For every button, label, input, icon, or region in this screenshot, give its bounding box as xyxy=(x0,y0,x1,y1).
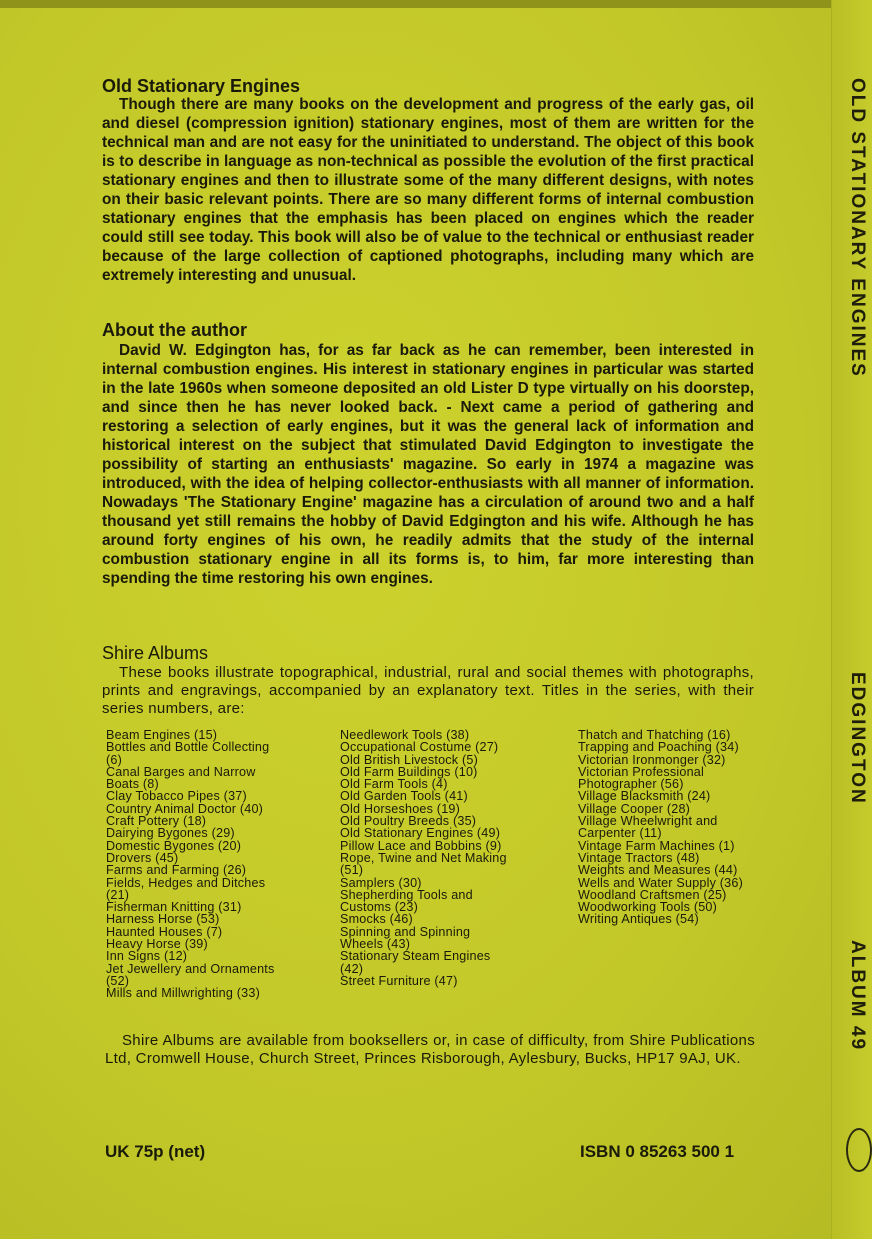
title-list-item: Old Farm Buildings (10) xyxy=(340,764,478,779)
title-list-item: Trapping and Poaching (34) xyxy=(578,740,739,755)
availability-note: Shire Albums are available from booksellers or, in case of difficulty, from Shire Publications Ltd, Cromwell House, Church Street, Princes Risborough, Aylesbury, Bucks, HP17 9AJ, UK. xyxy=(105,1032,755,1067)
spine-title: OLD STATIONARY ENGINES xyxy=(847,78,868,378)
isbn: ISBN 0 85263 500 1 xyxy=(580,1142,735,1161)
title-list-item: Pillow Lace and Bobbins (9) xyxy=(340,838,502,853)
title-list-item: Smocks (46) xyxy=(340,912,413,927)
title-list-item: Old Poultry Breeds (35) xyxy=(340,814,477,829)
section-heading-engines: Old Stationary Engines xyxy=(102,76,301,96)
title-list-item: Dairying Bygones (29) xyxy=(106,826,235,841)
author-biography: David W. Edgington has, for as far back as he can remember, been interested in internal combustion engines. His interest in stationary engines in particular was started in the late 1960s when someone deposited an old Lister D type virtually on his doorstep, and since then he has never looked back. - Next came a period of gathering and restoring a selection of early engines, but it was the general lack of information and historical interest on the subject that stimulated David Edgington to investigate the possibility of starting an enthusiasts' magazine. So early in 1974 a magazine was introduced, with the idea of helping collector-enthusiasts with all manner of information. Nowadays 'The Stationary Engine' magazine has a circulation of around two and a half thousand yet still remains the hobby of David Edgington and his wife. Although he has around forty engines of his own, he readily admits that the study of the internal combustion stationary engine in all its forms is, to him, far more interesting than spending the time restoring his own engines. xyxy=(102,342,754,587)
top-edge xyxy=(0,0,872,8)
title-list-item: Canal Barges and Narrow Boats (8) xyxy=(106,764,256,792)
title-list-item: Woodworking Tools (50) xyxy=(578,900,718,915)
title-list-item: Domestic Bygones (20) xyxy=(106,838,242,853)
engines-description: Though there are many books on the development and progress of the early gas, oil and diesel (compression ignition) stationary engines, most of them are written for the technical man and are not easy for the uninitiated to understand. The object of this book is to describe in language as non-technical as possible the evolution of the first practical stationary engines and then to illustrate some of the many different designs, with notes on their basic relevant points. There are so many different forms of internal combustion stationary engines that the emphasis has been placed on engines which the reader could still see today. This book will also be of value to the technical or enthusiast reader because of the large collection of captioned photographs, including many which are extremely interesting and unusual. xyxy=(102,96,754,284)
title-list-item: Haunted Houses (7) xyxy=(106,924,223,939)
title-list-item: Village Wheelwright and Carpenter (11) xyxy=(578,814,718,841)
title-list-item: Vintage Tractors (48) xyxy=(578,850,700,865)
title-list-item: Village Blacksmith (24) xyxy=(578,789,711,804)
title-list-item: Fisherman Knitting (31) xyxy=(106,900,242,915)
publisher-logo-icon xyxy=(846,1128,872,1172)
title-list-item: Clay Tobacco Pipes (37) xyxy=(106,789,247,804)
title-list-item: Stationary Steam Engines (42) xyxy=(340,949,491,976)
title-list-item: Old Horseshoes (19) xyxy=(340,801,460,816)
title-list-item: Beam Engines (15) xyxy=(106,728,218,742)
section-heading-author: About the author xyxy=(102,320,247,340)
title-list-item: Old Stationary Engines (49) xyxy=(340,826,501,841)
title-list-item: Shepherding Tools and Customs (23) xyxy=(340,887,473,915)
title-list-item: Victorian Ironmonger (32) xyxy=(578,752,726,767)
title-list-item: Country Animal Doctor (40) xyxy=(106,801,264,816)
title-list-item: Mills and Millwrighting (33) xyxy=(106,986,260,1001)
title-list-item: Occupational Costume (27) xyxy=(340,740,499,755)
title-list-item: Vintage Farm Machines (1) xyxy=(578,838,735,853)
title-list-item: Needlework Tools (38) xyxy=(340,728,470,742)
title-list-item: Writing Antiques (54) xyxy=(578,912,699,927)
title-list-item: Street Furniture (47) xyxy=(340,973,458,988)
titles-column-3 xyxy=(578,729,754,926)
spine-album-number: ALBUM 49 xyxy=(847,940,868,1052)
title-list-item: Rope, Twine and Net Making (51) xyxy=(340,850,507,878)
title-list-item: Old Farm Tools (4) xyxy=(340,777,448,792)
title-list-item: Spinning and Spinning Wheels (43) xyxy=(340,924,471,952)
title-list-item: Jet Jewellery and Ornaments (52) xyxy=(106,961,275,988)
price: UK 75p (net) xyxy=(105,1142,206,1161)
titles-column-2 xyxy=(340,729,516,987)
title-list-item: Farms and Farming (26) xyxy=(106,863,247,878)
title-list-item: Village Cooper (28) xyxy=(578,801,691,816)
title-list-item: Old Garden Tools (41) xyxy=(340,789,468,804)
title-list-item: Harness Horse (53) xyxy=(106,912,220,927)
title-list-item: Craft Pottery (18) xyxy=(106,814,207,829)
title-list-item: Wells and Water Supply (36) xyxy=(578,875,743,890)
title-list-item: Woodland Craftsmen (25) xyxy=(578,887,727,902)
title-list-item: Bottles and Bottle Collecting (6) xyxy=(106,740,270,767)
title-list-item: Fields, Hedges and Ditches (21) xyxy=(106,875,266,902)
section-heading-shire: Shire Albums xyxy=(102,643,209,663)
title-list-item: Weights and Measures (44) xyxy=(578,863,738,878)
title-list-item: Victorian Professional Photographer (56) xyxy=(578,764,704,792)
title-list-item: Old British Livestock (5) xyxy=(340,752,478,767)
title-list-item: Samplers (30) xyxy=(340,875,422,890)
title-list-item: Inn Signs (12) xyxy=(106,949,188,964)
title-list-item: Drovers (45) xyxy=(106,850,179,865)
spine-author: EDGINGTON xyxy=(847,672,868,805)
title-list-item: Heavy Horse (39) xyxy=(106,937,208,952)
titles-column-1 xyxy=(106,729,282,1000)
title-list-item: Thatch and Thatching (16) xyxy=(578,728,731,742)
shire-description: These books illustrate topographical, industrial, rural and social themes with photographs, prints and engravings, accompanied by an explanatory text. Titles in the series, with their series numbers, are: xyxy=(102,664,754,717)
